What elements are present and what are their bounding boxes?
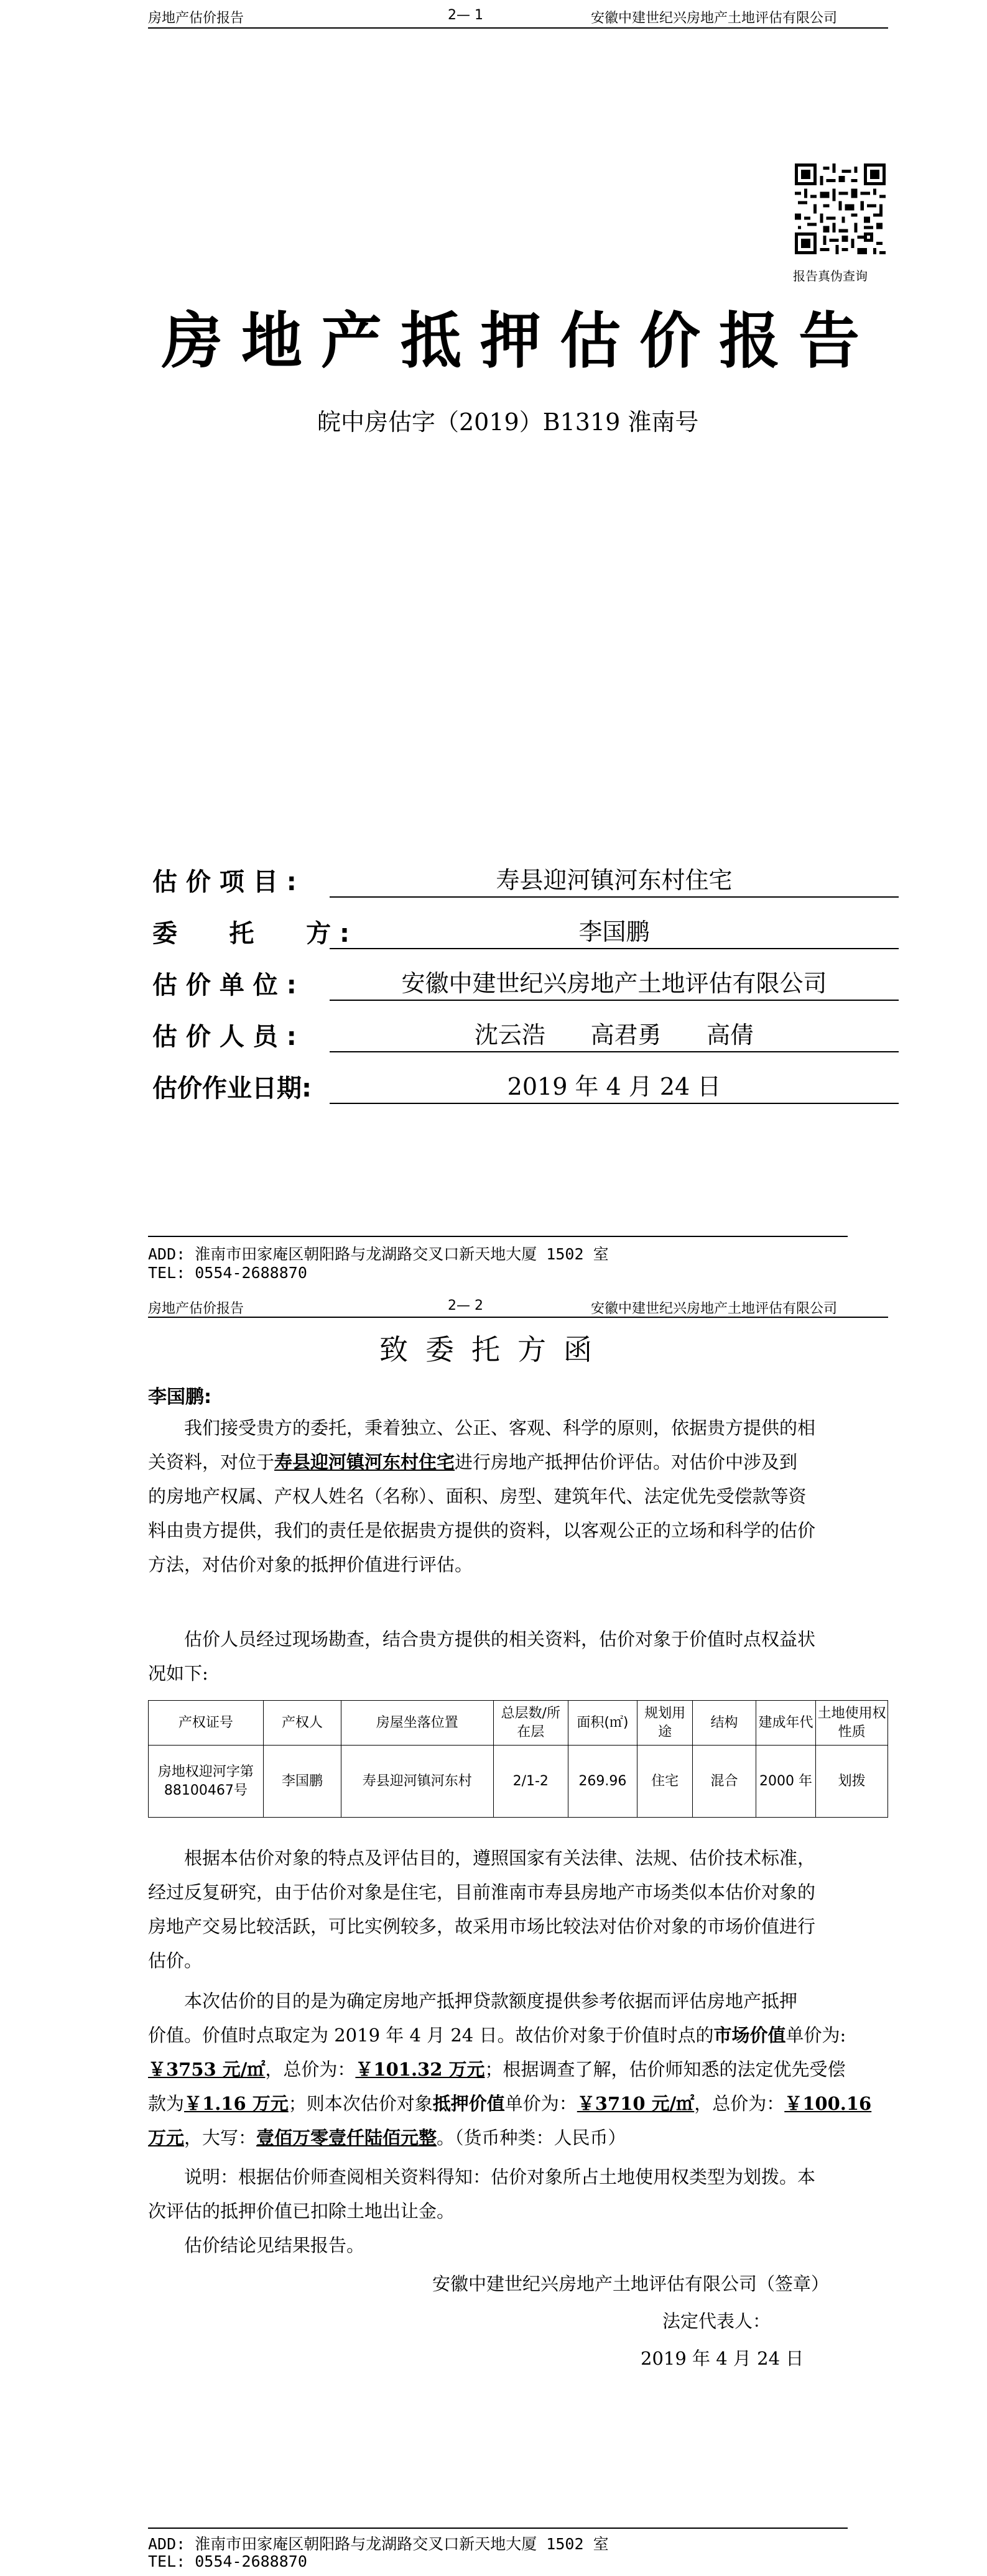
text-line bbox=[148, 1445, 886, 1479]
running-header-company: 安徽中建世纪兴房地产土地评估有限公司 bbox=[591, 1301, 838, 1317]
qr-code-icon[interactable] bbox=[795, 163, 886, 254]
text-span: 关资料，对位于 bbox=[148, 1451, 275, 1473]
property-table bbox=[148, 1700, 888, 1818]
table-header-cell: 产权人 bbox=[263, 1701, 341, 1746]
signature-company: 安徽中建世纪兴房地产土地评估有限公司（签章） bbox=[432, 2273, 830, 2294]
running-header-page: 2— 1 bbox=[448, 7, 483, 23]
table-cell: 李国鹏 bbox=[263, 1746, 341, 1818]
running-header-company: 安徽中建世纪兴房地产土地评估有限公司 bbox=[591, 11, 838, 26]
info-label: 估价作业日期: bbox=[152, 1074, 312, 1103]
header-rule bbox=[148, 27, 888, 29]
table-header-cell: 土地使用权性质 bbox=[816, 1701, 888, 1746]
text-span: ，大写： bbox=[184, 2127, 257, 2148]
table-header-cell: 结构 bbox=[693, 1701, 756, 1746]
text-span: 进行房地产抵押估价评估。对估价中涉及到 bbox=[455, 1451, 798, 1473]
table-cell: 住宅 bbox=[637, 1746, 692, 1818]
text-line: 房地产交易比较活跃，可比实例较多，故采用市场比较法对估价对象的市场价值进行 bbox=[148, 1916, 816, 1937]
table-header-cell: 总层数/所在层 bbox=[493, 1701, 568, 1746]
info-value: 沈云浩 高君勇 高倩 bbox=[475, 1021, 754, 1049]
text-line bbox=[148, 2018, 886, 2053]
text-span: 单价为： bbox=[504, 2093, 577, 2114]
market-unit-price: ￥3753 元/㎡ bbox=[148, 2059, 266, 2080]
report-title: 房地产抵押估价报告 bbox=[162, 305, 879, 377]
running-header-title: 房地产估价报告 bbox=[148, 11, 244, 26]
paragraph-note bbox=[148, 2160, 886, 2229]
running-header-page: 2— 2 bbox=[448, 1298, 483, 1313]
property-location: 寿县迎河镇河东村住宅 bbox=[274, 1451, 455, 1473]
text-span: 价值。价值时点取定为 2019 年 4 月 24 日。故估价对象于价值时点的 bbox=[148, 2025, 714, 2046]
running-header-title: 房地产估价报告 bbox=[148, 1301, 244, 1317]
info-underline bbox=[330, 896, 899, 898]
text-line: 估价。 bbox=[148, 1950, 203, 1971]
table-header-cell: 产权证号 bbox=[149, 1701, 264, 1746]
text-line bbox=[148, 2053, 886, 2087]
table-cell: 划拨 bbox=[816, 1746, 888, 1818]
table-cell: 2000 年 bbox=[756, 1746, 816, 1818]
table-header-cell: 房屋坐落位置 bbox=[341, 1701, 493, 1746]
amount-in-words: 壹佰万零壹仟陆佰元整 bbox=[256, 2127, 437, 2148]
text-line: 的房地产权属、产权人姓名（名称）、面积、房型、建筑年代、法定优先受偿款等资 bbox=[148, 1486, 807, 1507]
info-underline bbox=[330, 1103, 899, 1104]
paragraph-valuation bbox=[148, 1984, 886, 2155]
text-line: 估价结论见结果报告。 bbox=[184, 2235, 365, 2256]
text-span: 。（货币种类：人民币） bbox=[437, 2127, 626, 2148]
info-value: 李国鹏 bbox=[578, 918, 650, 945]
info-row-work-date bbox=[152, 1070, 899, 1108]
text-span: ；根据调查了解，估价师知悉的法定优先受偿 bbox=[484, 2059, 846, 2080]
paragraph-survey bbox=[148, 1622, 886, 1691]
paragraph-commission bbox=[148, 1411, 886, 1582]
text-span: ；则本次估价对象 bbox=[288, 2093, 433, 2114]
footer-rule bbox=[148, 1236, 848, 1237]
table-header-cell: 面积(㎡) bbox=[568, 1701, 637, 1746]
text-span: ，总价为： bbox=[265, 2059, 356, 2080]
table-header-cell: 规划用途 bbox=[637, 1701, 692, 1746]
text-line: 说明：根据估价师查阅相关资料得知：估价对象所占土地使用权类型为划拨。本 bbox=[184, 2166, 816, 2187]
footer-address: ADD: 淮南市田家庵区朝阳路与龙湖路交叉口新天地大厦 1502 室 bbox=[148, 1245, 609, 1263]
qr-caption: 报告真伪查询 bbox=[793, 269, 868, 283]
info-row-client bbox=[152, 916, 899, 953]
text-line: 况如下: bbox=[148, 1663, 208, 1684]
text-line: 经过反复研究，由于估价对象是住宅，目前淮南市寿县房地产市场类似本估价对象的 bbox=[148, 1882, 816, 1903]
mortgage-total-unit: 万元 bbox=[148, 2127, 185, 2148]
table-cell: 混合 bbox=[693, 1746, 756, 1818]
market-total-price: ￥101.32 万元 bbox=[355, 2059, 485, 2080]
info-label: 估 价 项 目 : bbox=[152, 868, 297, 896]
mortgage-unit-price: ￥3710 元/㎡ bbox=[577, 2093, 695, 2114]
letter-title: 致委托方函 bbox=[379, 1333, 609, 1366]
priority-payment: ￥1.16 万元 bbox=[184, 2093, 289, 2114]
info-label: 估 价 单 位 : bbox=[152, 971, 297, 1000]
text-line: 我们接受贵方的委托，秉着独立、公正、客观、科学的原则，依据贵方提供的相 bbox=[184, 1417, 816, 1438]
footer-phone: TEL: 0554-2688870 bbox=[148, 1264, 307, 1282]
text-line: 料由贵方提供，我们的责任是依据贵方提供的资料，以客观公正的立场和科学的估价 bbox=[148, 1520, 816, 1541]
table-cell: 寿县迎河镇河东村 bbox=[341, 1746, 493, 1818]
text-span: 款为 bbox=[148, 2093, 185, 2114]
footer-rule bbox=[148, 2528, 848, 2529]
text-line: 估价人员经过现场勘查，结合贵方提供的相关资料，估价对象于价值时点权益状 bbox=[184, 1629, 816, 1650]
info-row-appraiser-company bbox=[152, 967, 899, 1005]
text-span: ，总价为： bbox=[694, 2093, 785, 2114]
signature-date: 2019 年 4 月 24 日 bbox=[641, 2348, 804, 2369]
text-line: 方法，对估价对象的抵押价值进行评估。 bbox=[148, 1554, 473, 1575]
table-header-cell: 建成年代 bbox=[756, 1701, 816, 1746]
info-underline bbox=[330, 948, 899, 949]
info-value: 2019 年 4 月 24 日 bbox=[507, 1073, 721, 1100]
mortgage-total-price: ￥100.16 bbox=[784, 2093, 872, 2114]
text-line: 根据本估价对象的特点及评估目的，遵照国家有关法律、法规、估价技术标准， bbox=[184, 1847, 816, 1869]
info-underline bbox=[330, 1051, 899, 1052]
header-rule bbox=[148, 1317, 888, 1318]
info-underline bbox=[330, 1000, 899, 1001]
info-value: 寿县迎河镇河东村住宅 bbox=[496, 867, 733, 894]
footer-address: ADD: 淮南市田家庵区朝阳路与龙湖路交叉口新天地大厦 1502 室 bbox=[148, 2535, 609, 2553]
table-row bbox=[149, 1746, 888, 1818]
table-cell: 房地权迎河字第88100467号 bbox=[149, 1746, 264, 1818]
text-line bbox=[148, 2121, 886, 2155]
info-label: 估 价 人 员 : bbox=[152, 1023, 297, 1051]
text-line: 本次估价的目的是为确定房地产抵押贷款额度提供参考依据而评估房地产抵押 bbox=[184, 1990, 798, 2012]
text-line bbox=[148, 2087, 886, 2121]
paragraph-conclusion bbox=[148, 2229, 922, 2263]
info-label: 委 托 方 : bbox=[152, 919, 350, 948]
signature-legal-rep: 法定代表人： bbox=[662, 2311, 771, 2332]
table-cell: 269.96 bbox=[568, 1746, 637, 1818]
text-line: 次评估的抵押价值已扣除土地出让金。 bbox=[148, 2201, 455, 2222]
footer-phone: TEL: 0554-2688870 bbox=[148, 2552, 307, 2570]
market-value-label: 市场价值 bbox=[713, 2025, 786, 2046]
info-row-appraisers bbox=[152, 1019, 899, 1056]
salutation: 李国鹏: bbox=[148, 1386, 211, 1408]
table-cell: 2/1-2 bbox=[493, 1746, 568, 1818]
report-number: 皖中房估字（2019）B1319 淮南号 bbox=[317, 408, 699, 436]
mortgage-value-label: 抵押价值 bbox=[432, 2093, 505, 2114]
paragraph-method bbox=[148, 1841, 886, 1978]
text-span: 单价为: bbox=[785, 2025, 846, 2046]
table-header-row bbox=[149, 1701, 888, 1746]
info-row-project bbox=[152, 864, 899, 901]
info-value: 安徽中建世纪兴房地产土地评估有限公司 bbox=[401, 970, 827, 997]
